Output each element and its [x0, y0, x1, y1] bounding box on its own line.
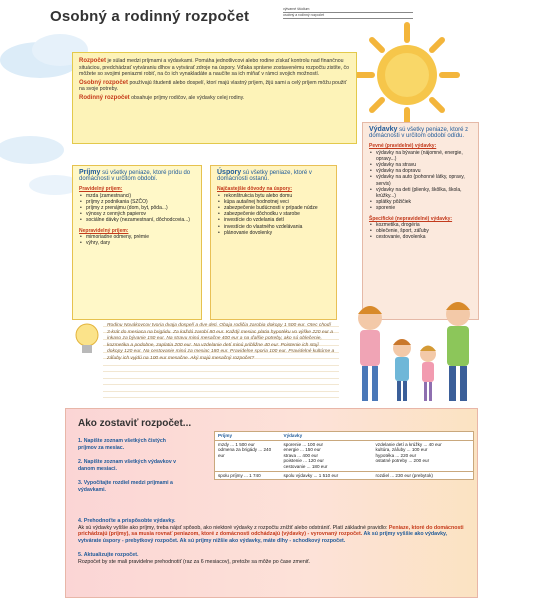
irregular-income-list [79, 234, 195, 246]
step-1: 1. Napíšte zoznam všetkých čistých príjmov za mesiac. [78, 438, 166, 451]
step-4-text [78, 525, 470, 545]
table-income-cell [215, 440, 281, 471]
steps-list [78, 438, 183, 502]
list-item: • príjmy z podnikania (SZČO) [79, 199, 195, 205]
specific-expenses-list [369, 222, 472, 241]
list-item: • výdavky na stravu [369, 162, 472, 168]
table-cell: vzdelanie detí a krúžky ... 40 eur [375, 441, 442, 447]
sum-income: spolu príjmy ... 1 740 [215, 471, 281, 480]
meta-rule-2 [283, 18, 413, 19]
word-problem: Rodinu Novákovcov tvoria dvaja dospelí a dve deti. Obaja rodičia zarobia dokopy 1 500 eur. Otec chodí 3-krát do mesiaca na brigádu. Za každú zarobí 80 eur. Každý mesiac platia hypotéku vo výške 220 eur a inkaso za bývanie 150 eur. Na stravu minú mesačne 400 eur a na ďalšie potreby, ako sú oblečenie, kozmetika a podobne, zaplatia 200 eur. Na vzdelanie detí minú približne 40 eur. Poistenie ich stojí dokopy 120 eur. Na cestovanie minú za mesiac 180 eur. Pravidelne sporia 100 eur. Pravidelné kultúrne a záľuby ich vyjdú na 100 eur mesačne. Aký majú mesačný rozpočet? [103, 320, 339, 400]
table-cell: energie ... 150 eur [283, 447, 321, 453]
table-header-income: Príjmy [215, 432, 281, 441]
expenses-heading: Výdavky [369, 126, 398, 133]
income-heading: Príjmy [79, 169, 101, 176]
list-item: • výdavky na bývanie (nájomné, energie, opravy...) [369, 150, 472, 162]
expenses-box [362, 122, 479, 320]
step-4-rule: Peniaze, ktoré do domácnosti prichádzajú (príjmy), sa musia rovnať peniazom, ktoré z domácnosti odchádzajú (výdavky) - vyrovnaný rozpočet. [78, 524, 464, 538]
table-cell: ostatné potreby ... 200 eur [375, 458, 430, 464]
table-cell: kultúra, záľuby ... 100 eur [375, 447, 428, 453]
irregular-income-label: Nepravidelný príjem: [79, 227, 129, 234]
income-definition: sú všetky peniaze, ktoré prídu do domácnosti v určitom období. [79, 170, 191, 183]
regular-income-list [79, 193, 195, 224]
list-item: • mimoriadne odmeny, prémie [79, 234, 195, 240]
fixed-expenses-label: Pevné (pravidelné) výdavky: [369, 143, 437, 150]
list-item: • zabezpečenie budúcnosti v prípade núdze [217, 205, 330, 211]
list-item: • výnosy z cenných papierov [79, 211, 195, 217]
table-cell: poistenie ... 120 eur [283, 458, 324, 464]
step-3: 3. Vypočítajte rozdiel medzi príjmami a výdavkami. [78, 480, 173, 493]
specific-expenses-label: Špecifické (nepravidelné) výdavky: [369, 215, 453, 222]
intro-box [72, 52, 357, 144]
savings-definition: sú všetky peniaze, ktoré v domácnosti ostanú. [217, 170, 312, 183]
list-item: • výdavky na auto (pohonné látky, opravy, servis) [369, 174, 472, 186]
budget-term: Rozpočet [79, 58, 106, 64]
table-expense-col-2 [373, 440, 474, 471]
sum-expenses: spolu výdavky ... 1 510 eur [281, 471, 373, 480]
meta-line-2: osobný a rodinný rozpočet [283, 13, 325, 17]
how-to-title: Ako zostaviť rozpočet... [78, 418, 192, 429]
savings-heading: Úspory [217, 169, 242, 176]
list-item: • výhry, dary [79, 240, 195, 246]
list-item: • zabezpečenie dôchodku v starobe [217, 211, 330, 217]
family-budget-term: Rodinný rozpočet [79, 94, 130, 101]
regular-income-label: Pravidelný príjem: [79, 186, 123, 193]
list-item: • kozmetika, drogéria [369, 222, 472, 228]
list-item: • rekonštrukcia bytu alebo domu [217, 193, 330, 199]
table-cell: strava ... 400 eur [283, 452, 318, 458]
savings-reasons-label: Najčastejšie dôvody na úspory: [217, 186, 293, 193]
list-item: • splátky pôžičiek [369, 199, 472, 205]
page-title: Osobný a rodinný rozpočet [50, 8, 250, 25]
sun-illustration [352, 20, 462, 130]
income-box [72, 165, 202, 320]
table-cell: hypotéka ... 220 eur [375, 452, 417, 458]
table-cell: cestovanie ... 180 eur [283, 463, 328, 469]
budget-definition: je súlad medzi príjmami a výdavkami. Pomáha jednotlivcovi alebo rodine získať kontrolu nad finančnou situáciou, predchádzať vytváraniu dlhov a vytvárať zdroje na úspory. Vďaka správne zostavenému rozpočtu zistíte, čo môžete so svojimi peniazmi robiť, na čo ich vynakladáte a naučíte sa ich míňať v rámci svojich možností. [79, 58, 349, 78]
table-cell: mzdy ... 1 500 eur [218, 441, 255, 447]
family-budget-text: obsahuje príjmy rodičov, ale výdavky celej rodiny. [129, 94, 245, 101]
step-4-text-c: Ak sú príjmy vyššie ako výdavky, vytvárate úspory - prebytkový rozpočet. Ak sú príjmy nižšie ako výdavky, máte dlhy - schodkový rozpočet. [78, 531, 448, 544]
fixed-expenses-list [369, 150, 472, 212]
list-item: • kúpa auta/inej hodnotnej veci [217, 199, 330, 205]
step-2: 2. Napíšte zoznam všetkých výdavkov v danom mesiaci. [78, 459, 177, 472]
list-item: • investície do vzdelania detí [217, 217, 330, 223]
table-header-expenses: Výdavky [281, 432, 474, 441]
steps-4-5 [78, 518, 470, 566]
list-item: • oblečenie, šport, záľuby [369, 228, 472, 234]
meta-rule-1 [283, 12, 413, 13]
step-4-text-a: Ak sú výdavky vyššie ako príjmy, treba nájsť spôsob, ako niektoré výdavky z rozpočtu znížiť alebo odstrániť. Platí základné pravidlo: [78, 524, 389, 531]
budget-table [214, 431, 474, 480]
list-item: • mzda (zamestnanci) [79, 193, 195, 199]
list-item: • sociálne dávky (nezamestnaní, dôchodcovia...) [79, 217, 195, 223]
personal-budget-text: používajú študenti alebo dospelí, ktorí majú vlastný príjem, žijú sami a celý príjem môžu použiť na svoje potreby. [79, 79, 347, 93]
step-5-heading: 5. Aktualizujte rozpočet. [78, 552, 139, 559]
meta-line-1: výtvarné štúdium [283, 7, 310, 11]
family-illustration [340, 296, 480, 411]
list-item: • sporenie [369, 205, 472, 211]
expenses-definition: sú všetky peniaze, ktoré z domácnosti v určitom období odídu. [369, 127, 469, 140]
lightbulb-icon [72, 320, 102, 360]
savings-box [210, 165, 337, 320]
sum-difference: rozdiel ... 230 eur (prebytok) [373, 471, 474, 480]
personal-budget-term: Osobný rozpočet [79, 79, 129, 86]
step-5-text: Rozpočet by ste mali pravidelne prehodnotiť (raz za 6 mesiacov), pretože sa môže po čase zmeniť. [78, 558, 311, 565]
table-cell: sporenie ... 100 eur [283, 441, 324, 447]
list-item: • výdavky na dopravu [369, 168, 472, 174]
list-item: • plánovanie dovolenky [217, 230, 330, 236]
list-item: • investície do vlastného vzdelávania [217, 224, 330, 230]
table-expense-col-1 [281, 440, 373, 471]
table-cell: odmena za brigády ... 240 eur [218, 447, 272, 458]
list-item: • cestovanie, dovolenka [369, 234, 472, 240]
savings-reasons-list [217, 193, 330, 236]
step-4-heading: 4. Prehodnoťte a prispôsobte výdavky. [78, 518, 176, 524]
list-item: • príjmy z prenájmu (dom, byt, pôda...) [79, 205, 195, 211]
list-item: • výdavky na deti (plienky, škôlka, škola, krúžky...) [369, 187, 472, 199]
